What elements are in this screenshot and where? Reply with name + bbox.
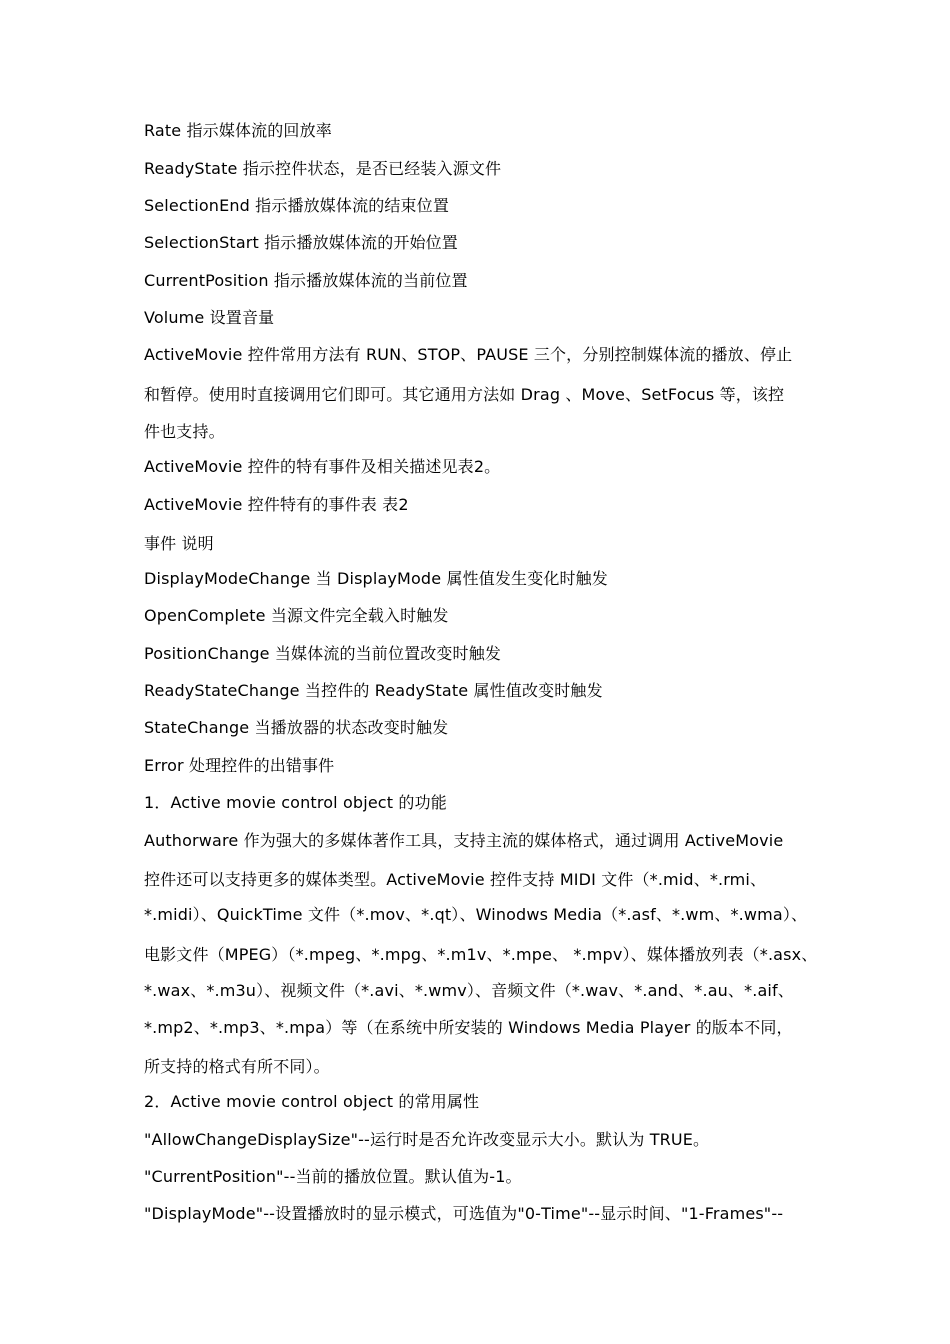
text-line: PositionChange 当媒体流的当前位置改变时触发 <box>144 644 501 663</box>
text-line: SelectionStart 指示播放媒体流的开始位置 <box>144 233 458 252</box>
text-line: 事件 说明 <box>144 534 214 553</box>
text-line: 控件还可以支持更多的媒体类型。ActiveMovie 控件支持 MIDI 文件（*.mid、*.rmi、 <box>144 870 767 889</box>
text-line: *.midi）、QuickTime 文件（*.mov、*.qt）、Winodws Media（*.asf、*.wm、*.wma）、 <box>144 905 808 924</box>
text-line: "CurrentPosition"--当前的播放位置。默认值为-1。 <box>144 1167 522 1186</box>
text-line: ActiveMovie 控件常用方法有 RUN、STOP、PAUSE 三个，分别控制媒体流的播放、停止 <box>144 345 793 364</box>
text-line: Error 处理控件的出错事件 <box>144 756 335 775</box>
text-line: Authorware 作为强大的多媒体著作工具，支持主流的媒体格式，通过调用 ActiveMovie <box>144 831 784 850</box>
text-line: CurrentPosition 指示播放媒体流的当前位置 <box>144 271 468 290</box>
text-line: ReadyStateChange 当控件的 ReadyState 属性值改变时触发 <box>144 681 603 700</box>
text-line: OpenComplete 当源文件完全载入时触发 <box>144 606 449 625</box>
text-line: 和暂停。使用时直接调用它们即可。其它通用方法如 Drag 、Move、SetFocus 等，该控 <box>144 385 785 404</box>
text-line: 件也支持。 <box>144 422 225 441</box>
text-line: 1．Active movie control object 的功能 <box>144 793 447 812</box>
text-line: 所支持的格式有所不同）。 <box>144 1057 330 1076</box>
text-line: SelectionEnd 指示播放媒体流的结束位置 <box>144 196 449 215</box>
text-line: StateChange 当播放器的状态改变时触发 <box>144 718 449 737</box>
text-line: *.mp2、*.mp3、*.mpa）等（在系统中所安装的 Windows Media Player 的版本不同， <box>144 1018 793 1037</box>
text-line: 2．Active movie control object 的常用属性 <box>144 1092 480 1111</box>
text-line: ActiveMovie 控件特有的事件表 表2 <box>144 495 409 514</box>
text-line: Volume 设置音量 <box>144 308 275 327</box>
text-line: "AllowChangeDisplaySize"--运行时是否允许改变显示大小。默认为 TRUE。 <box>144 1130 710 1149</box>
text-line: ReadyState 指示控件状态，是否已经装入源文件 <box>144 159 502 178</box>
text-line: ActiveMovie 控件的特有事件及相关描述见表2。 <box>144 457 501 476</box>
text-line: DisplayModeChange 当 DisplayMode 属性值发生变化时触发 <box>144 569 608 588</box>
text-line: 电影文件（MPEG）（*.mpeg、*.mpg、*.m1v、*.mpe、 *.mpv）、媒体播放列表（*.asx、 <box>144 945 818 964</box>
text-line: Rate 指示媒体流的回放率 <box>144 121 332 140</box>
text-line: "DisplayMode"--设置播放时的显示模式，可选值为"0-Time"--显示时间、"1-Frames"-- <box>144 1204 784 1223</box>
text-line: *.wax、*.m3u）、视频文件（*.avi、*.wmv）、音频文件（*.wav、*.and、*.au、*.aif、 <box>144 981 794 1000</box>
